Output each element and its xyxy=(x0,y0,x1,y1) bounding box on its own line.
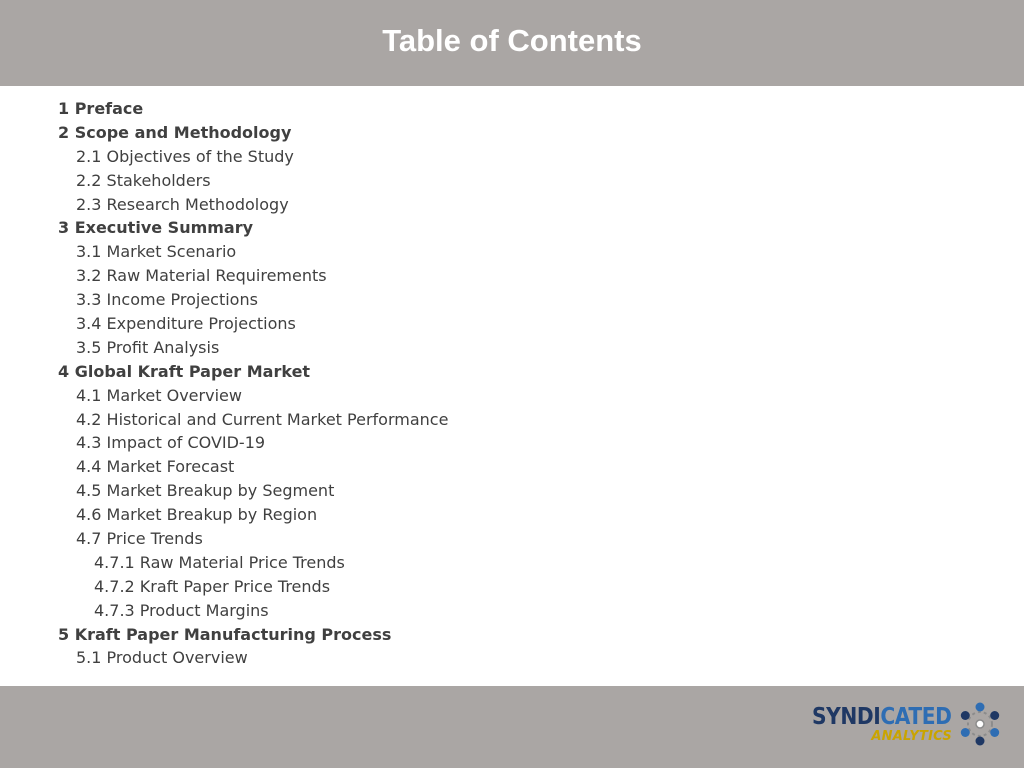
toc-section: 4.1 Market Overview xyxy=(76,385,242,405)
toc-chapter: 2 Scope and Methodology xyxy=(58,122,292,142)
toc-section: 4.7 Price Trends xyxy=(76,529,203,549)
company-logo xyxy=(793,702,1002,746)
logo-wordmark-part1: SYNDI xyxy=(812,703,881,730)
toc-chapter: 1 Preface xyxy=(58,99,144,118)
toc-section: 3.2 Raw Material Requirements xyxy=(76,266,327,286)
footer-bar xyxy=(0,686,1024,768)
toc-section: 4.4 Market Forecast xyxy=(76,457,235,477)
table-of-contents xyxy=(58,97,448,670)
toc-section: 2.3 Research Methodology xyxy=(76,194,289,214)
title-bar xyxy=(0,0,1024,86)
toc-subsection: 4.7.2 Kraft Paper Price Trends xyxy=(94,576,331,596)
toc-section: 4.3 Impact of COVID-19 xyxy=(76,433,266,453)
toc-chapter: 5 Kraft Paper Manufacturing Process xyxy=(58,624,392,644)
toc-section: 3.5 Profit Analysis xyxy=(76,337,220,357)
toc-section: 3.4 Expenditure Projections xyxy=(76,314,296,334)
toc-section: 3.1 Market Scenario xyxy=(76,242,237,262)
toc-section: 4.2 Historical and Current Market Performance xyxy=(76,409,449,429)
logo-text xyxy=(793,705,952,744)
toc-section: 4.5 Market Breakup by Segment xyxy=(76,481,335,501)
toc-chapter: 3 Executive Summary xyxy=(58,218,254,238)
toc-section: 4.6 Market Breakup by Region xyxy=(76,505,318,525)
logo-wordmark xyxy=(813,705,952,729)
logo-subtitle: ANALYTICS xyxy=(871,728,952,744)
logo-wordmark-part2: CATED xyxy=(880,703,952,730)
toc-section: 3.3 Income Projections xyxy=(76,290,258,310)
toc-section: 2.2 Stakeholders xyxy=(76,170,211,190)
page-title: Table of Contents xyxy=(382,23,642,58)
toc-section: 2.1 Objectives of the Study xyxy=(76,146,294,166)
toc-section: 5.1 Product Overview xyxy=(76,648,248,668)
toc-subsection: 4.7.3 Product Margins xyxy=(94,600,269,620)
network-circles-icon xyxy=(958,702,1002,746)
toc-subsection: 4.7.1 Raw Material Price Trends xyxy=(94,552,345,572)
toc-chapter: 4 Global Kraft Paper Market xyxy=(58,361,311,381)
